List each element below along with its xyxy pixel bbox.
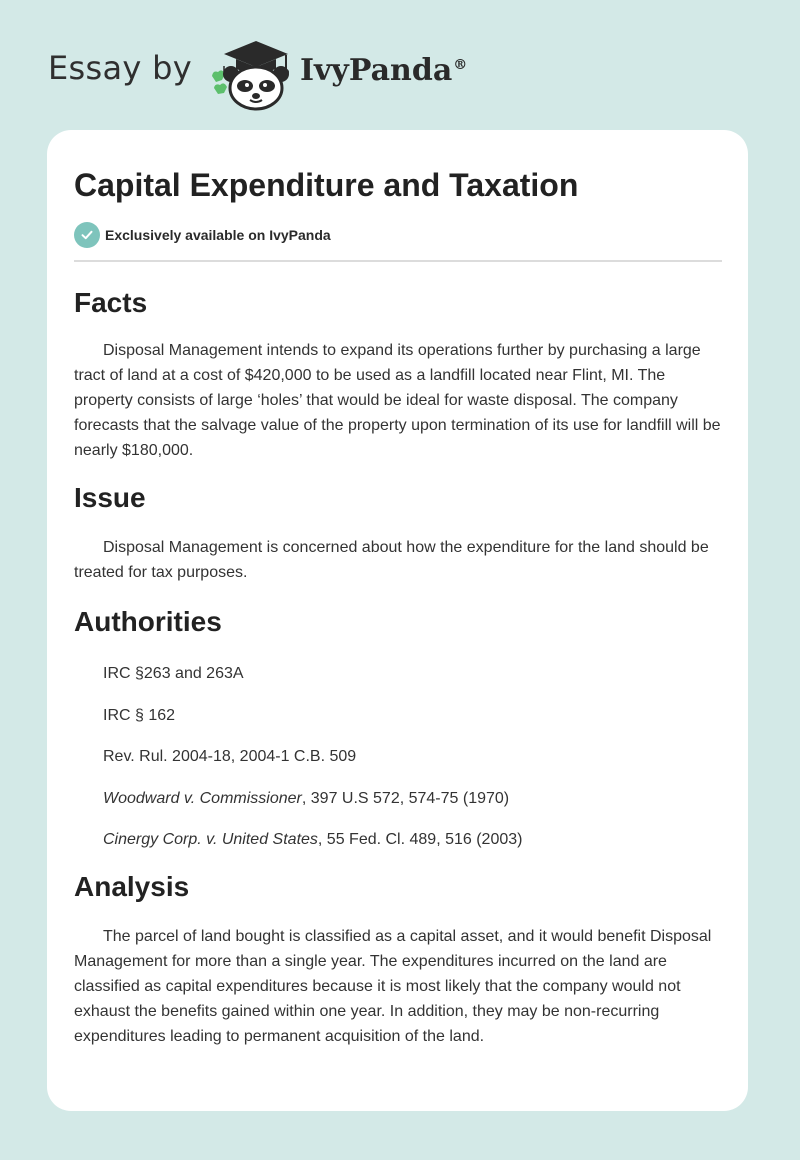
authority-item [74,827,722,852]
section-heading-facts: Facts [74,287,148,318]
authorities-list [74,661,722,852]
section-heading-issue: Issue [74,482,146,513]
section-heading-analysis: Analysis [74,871,190,902]
authority-item: Rev. Rul. 2004-18, 2004-1 C.B. 509 [103,748,357,765]
case-name: Cinergy Corp. v. United States [103,831,318,848]
divider [74,260,722,262]
exclusive-badge [74,222,722,248]
essay-by-label: Essay by [48,49,192,87]
brand-name[interactable]: IvyPanda® [299,52,468,88]
page-title: Capital Expenditure and Taxation [74,167,579,203]
checkmark-icon [74,222,100,248]
case-citation: , 397 U.S 572, 574-75 (1970) [301,789,510,807]
site-header [48,36,467,112]
registered-mark: ® [453,56,468,73]
authority-item [74,786,722,811]
case-name: Woodward v. Commissioner [103,789,302,807]
issue-paragraph: Disposal Management is concerned about how the expenditure for the land should be treated for tax purposes. [74,539,709,581]
exclusive-label: Exclusively available on IvyPanda [105,227,331,243]
facts-paragraph: Disposal Management intends to expand its operations further by purchasing a large tract of land at a cost of $420,000 to be used as a landfill located near Flint, MI. The property consists of large ‘holes’ that would be ideal for waste disposal. The company forecasts that the salvage value of the property upon termination of its use for landfill will be nearly $180,000. [74,342,721,459]
analysis-paragraph: The parcel of land bought is classified as a capital asset, and it would benefit Disposal Management for more than a single year. The expenditures incurred on the land are classified as capital expenditures because it is most likely that the company would not exhaust the benefits gained within one year. In addition, they may be non-recurring expenditures leading to permanent acquisition of the land. [74,928,712,1045]
section-heading-authorities: Authorities [74,606,222,637]
authority-item: IRC §263 and 263A [103,665,244,682]
essay-card [47,130,748,1111]
authority-item: IRC § 162 [103,706,176,724]
panda-graduate-icon[interactable] [210,36,296,112]
case-citation: , 55 Fed. Cl. 489, 516 (2003) [317,831,523,848]
